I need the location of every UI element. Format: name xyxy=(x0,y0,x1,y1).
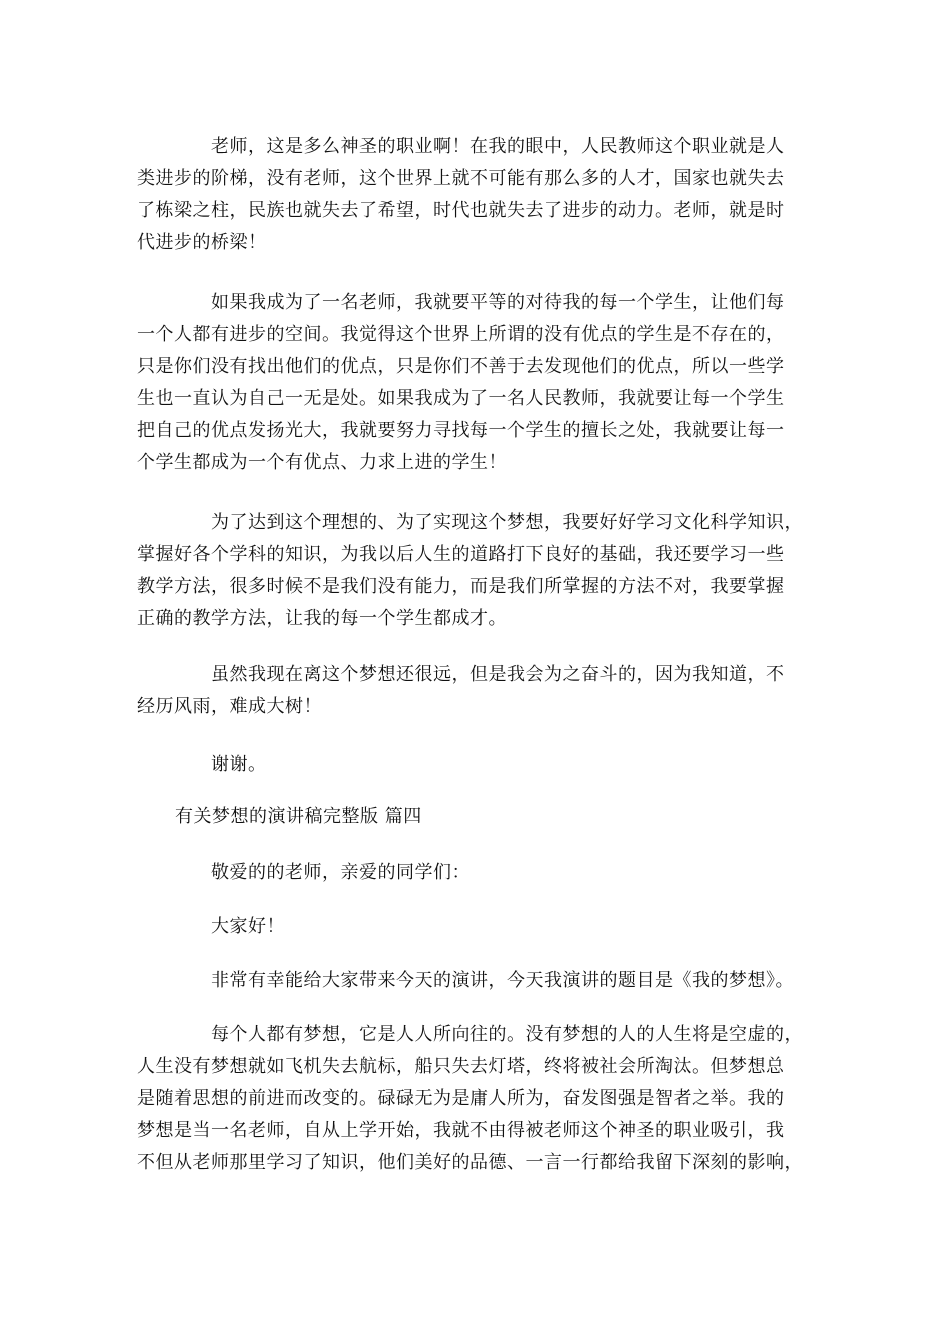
paragraph-greeting xyxy=(137,911,827,943)
text-line: 生也一直认为自己一无是处。如果我成为了一名人民教师，我就要让每一个学生 xyxy=(137,388,785,409)
text-line: 谢谢。 xyxy=(211,754,267,775)
text-line: 梦想是当一名老师，自从上学开始，我就不由得被老师这个神圣的职业吸引，我 xyxy=(137,1120,785,1141)
paragraph-thanks xyxy=(137,749,827,781)
paragraph-equal-treatment xyxy=(137,287,827,479)
text-line: 把自己的优点发扬光大，我就要努力寻找每一个学生的擅长之处，我就要让每一 xyxy=(137,420,785,441)
text-line: 不但从老师那里学习了知识，他们美好的品德、一言一行都给我留下深刻的影响， xyxy=(137,1152,803,1173)
text-line: 掌握好各个学科的知识，为我以后人生的道路打下良好的基础，我还要学习一些 xyxy=(137,544,785,565)
text-line: 非常有幸能给大家带来今天的演讲，今天我演讲的题目是《我的梦想》。 xyxy=(211,970,794,991)
paragraph-strive xyxy=(137,659,827,723)
text-line: 正确的教学方法，让我的每一个学生都成才。 xyxy=(137,608,507,629)
text-line: 代进步的桥梁！ xyxy=(137,232,267,253)
text-line: 大家好！ xyxy=(211,916,285,937)
text-line: 个学生都成为一个有优点、力求上进的学生！ xyxy=(137,452,507,473)
paragraph-study-plan xyxy=(137,507,827,635)
text-line: 如果我成为了一名老师，我就要平等的对待我的每一个学生，让他们每 xyxy=(211,292,785,313)
text-line: 敬爱的的老师，亲爱的同学们： xyxy=(211,862,470,883)
text-line: 老师，这是多么神圣的职业啊！在我的眼中，人民教师这个职业就是人 xyxy=(211,136,785,157)
section-heading: 有关梦想的演讲稿完整版 篇四 xyxy=(175,806,422,827)
text-line: 虽然我现在离这个梦想还很远，但是我会为之奋斗的，因为我知道，不 xyxy=(211,664,785,685)
paragraph-topic xyxy=(137,965,827,997)
text-line: 是随着思想的前进而改变的。碌碌无为是庸人所为，奋发图强是智者之举。我的 xyxy=(137,1088,785,1109)
paragraph-teacher-sacred xyxy=(137,131,827,259)
text-line: 类进步的阶梯，没有老师，这个世界上就不可能有那么多的人才，国家也就失去 xyxy=(137,168,785,189)
text-line: 经历风雨，难成大树！ xyxy=(137,696,322,717)
text-line: 为了达到这个理想的、为了实现这个梦想，我要好好学习文化科学知识， xyxy=(211,512,803,533)
text-line: 了栋梁之柱，民族也就失去了希望，时代也就失去了进步的动力。老师，就是时 xyxy=(137,200,785,221)
text-line: 教学方法，很多时候不是我们没有能力，而是我们所掌握的方法不对，我要掌握 xyxy=(137,576,785,597)
text-line: 一个人都有进步的空间。我觉得这个世界上所谓的没有优点的学生是不存在的， xyxy=(137,324,785,345)
text-line: 每个人都有梦想，它是人人所向往的。没有梦想的人的人生将是空虚的， xyxy=(211,1024,803,1045)
text-line: 人生没有梦想就如飞机失去航标，船只失去灯塔，终将被社会所淘汰。但梦想总 xyxy=(137,1056,785,1077)
paragraph-salutation xyxy=(137,857,827,889)
text-line: 只是你们没有找出他们的优点，只是你们不善于去发现他们的优点，所以一些学 xyxy=(137,356,785,377)
paragraph-everyone-dreams xyxy=(137,1019,827,1179)
